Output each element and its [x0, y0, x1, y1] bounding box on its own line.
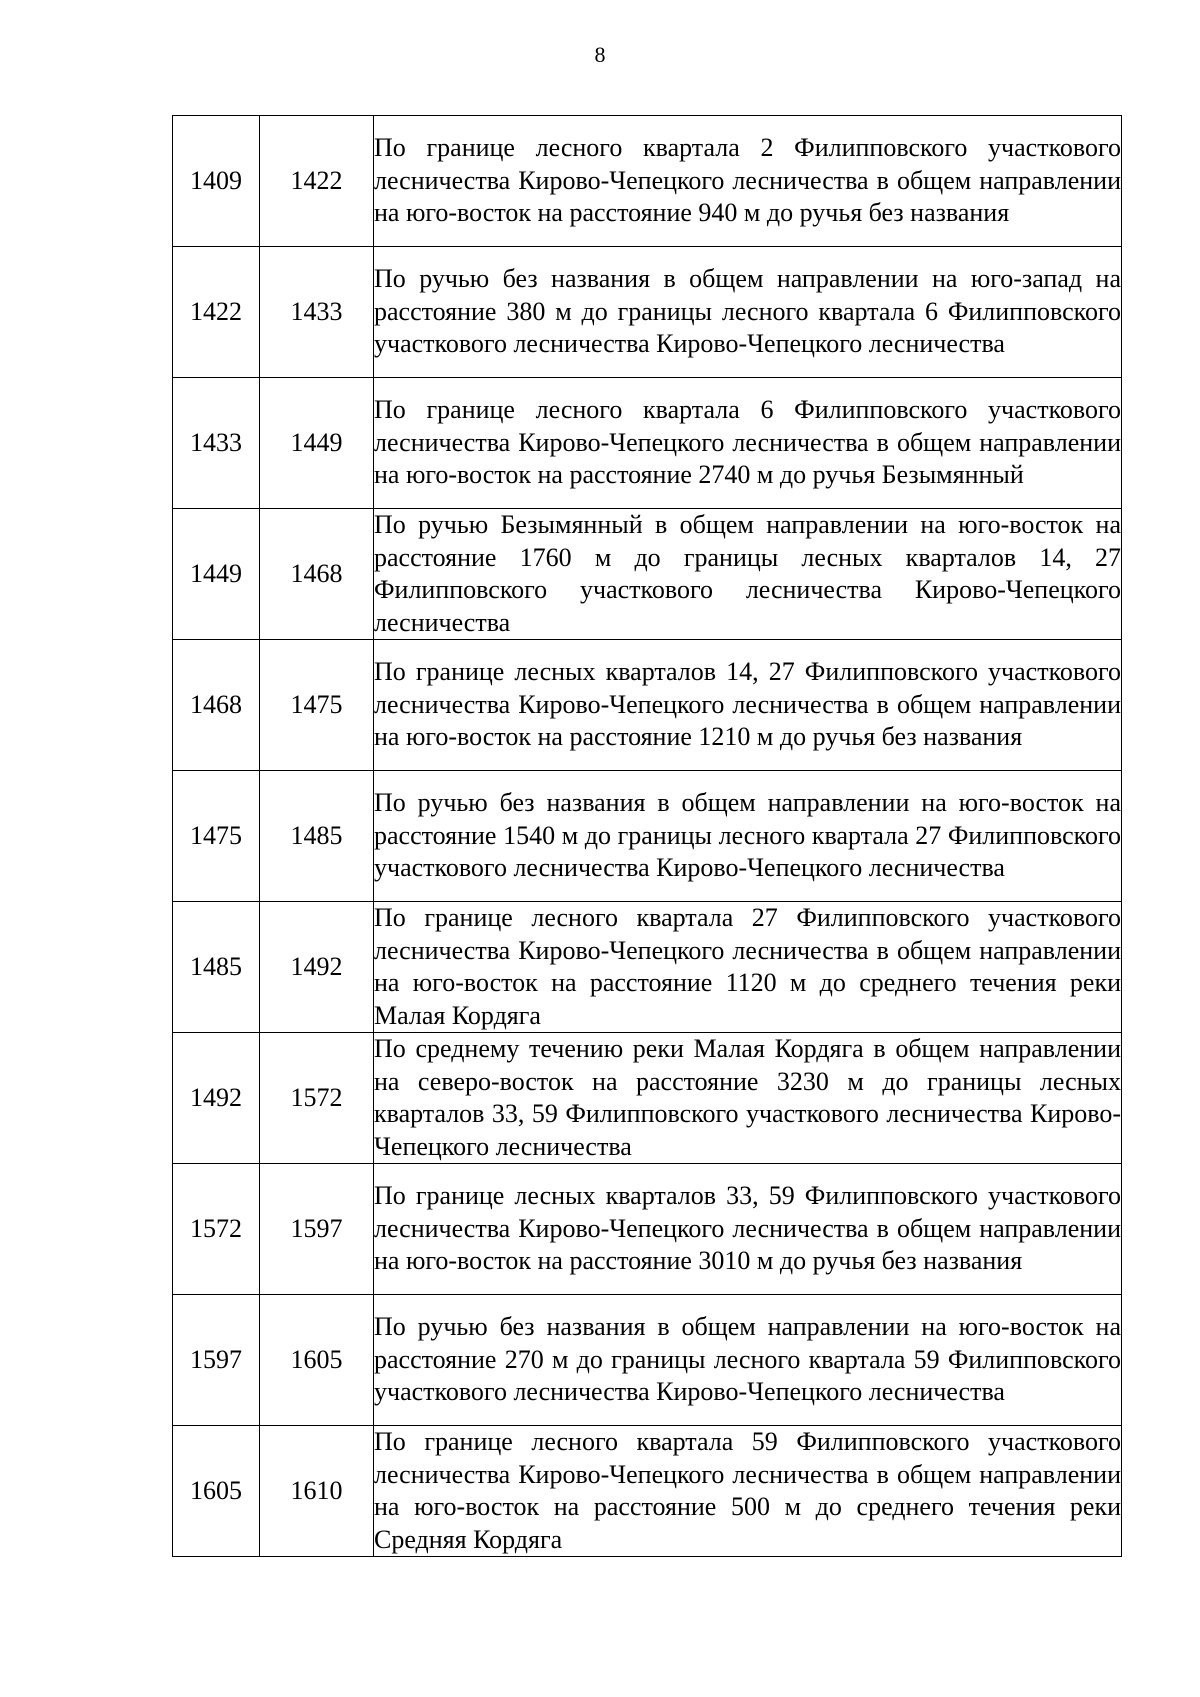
from-point: 1475 [173, 771, 260, 902]
boundary-description: По ручью без названия в общем направлении на юго-восток на расстояние 1540 м до границы лесного квартала 27 Филипповского участкового лесничества Кирово-Чепецкого лесничества [374, 771, 1122, 902]
to-point: 1422 [260, 116, 374, 247]
from-point: 1492 [173, 1033, 260, 1164]
table-row [173, 640, 1122, 771]
from-point: 1433 [173, 378, 260, 509]
from-point: 1597 [173, 1295, 260, 1426]
from-point: 1409 [173, 116, 260, 247]
table-row [173, 247, 1122, 378]
to-point: 1468 [260, 509, 374, 640]
boundary-table [172, 115, 1122, 1557]
table-row [173, 116, 1122, 247]
table-row [173, 509, 1122, 640]
to-point: 1485 [260, 771, 374, 902]
to-point: 1610 [260, 1426, 374, 1557]
table-row [173, 378, 1122, 509]
from-point: 1572 [173, 1164, 260, 1295]
to-point: 1433 [260, 247, 374, 378]
boundary-description: По ручью Безымянный в общем направлении на юго-восток на расстояние 1760 м до границы лесных кварталов 14, 27 Филипповского участкового лесничества Кирово-Чепецкого лесничества [374, 509, 1122, 640]
to-point: 1475 [260, 640, 374, 771]
from-point: 1605 [173, 1426, 260, 1557]
table-row [173, 1295, 1122, 1426]
boundary-description: По границе лесного квартала 27 Филипповского участкового лесничества Кирово-Чепецкого лесничества в общем направлении на юго-восток на расстояние 1120 м до среднего течения реки Малая Кордяга [374, 902, 1122, 1033]
boundary-description: По границе лесных кварталов 33, 59 Филипповского участкового лесничества Кирово-Чепецкого лесничества в общем направлении на юго-восток на расстояние 3010 м до ручья без названия [374, 1164, 1122, 1295]
page-number: 8 [594, 42, 606, 67]
from-point: 1449 [173, 509, 260, 640]
to-point: 1605 [260, 1295, 374, 1426]
table-body [173, 116, 1122, 1557]
boundary-description: По границе лесного квартала 6 Филипповского участкового лесничества Кирово-Чепецкого лесничества в общем направлении на юго-восток на расстояние 2740 м до ручья Безымянный [374, 378, 1122, 509]
boundary-description: По границе лесного квартала 59 Филипповского участкового лесничества Кирово-Чепецкого лесничества в общем направлении на юго-восток на расстояние 500 м до среднего течения реки Средняя Кордяга [374, 1426, 1122, 1557]
to-point: 1492 [260, 902, 374, 1033]
from-point: 1468 [173, 640, 260, 771]
to-point: 1572 [260, 1033, 374, 1164]
boundary-description: По среднему течению реки Малая Кордяга в общем направлении на северо-восток на расстояние 3230 м до границы лесных кварталов 33, 59 Филипповского участкового лесничества Кирово-Чепецкого лесничества [374, 1033, 1122, 1164]
to-point: 1597 [260, 1164, 374, 1295]
table-row [173, 1164, 1122, 1295]
to-point: 1449 [260, 378, 374, 509]
boundary-description: По ручью без названия в общем направлении на юго-восток на расстояние 270 м до границы лесного квартала 59 Филипповского участкового лесничества Кирово-Чепецкого лесничества [374, 1295, 1122, 1426]
boundary-description: По ручью без названия в общем направлении на юго-запад на расстояние 380 м до границы лесного квартала 6 Филипповского участкового лесничества Кирово-Чепецкого лесничества [374, 247, 1122, 378]
table-row [173, 771, 1122, 902]
boundary-description: По границе лесных кварталов 14, 27 Филипповского участкового лесничества Кирово-Чепецкого лесничества в общем направлении на юго-восток на расстояние 1210 м до ручья без названия [374, 640, 1122, 771]
boundary-description: По границе лесного квартала 2 Филипповского участкового лесничества Кирово-Чепецкого лесничества в общем направлении на юго-восток на расстояние 940 м до ручья без названия [374, 116, 1122, 247]
table-row [173, 1426, 1122, 1557]
from-point: 1422 [173, 247, 260, 378]
table-row [173, 1033, 1122, 1164]
from-point: 1485 [173, 902, 260, 1033]
table-row [173, 902, 1122, 1033]
